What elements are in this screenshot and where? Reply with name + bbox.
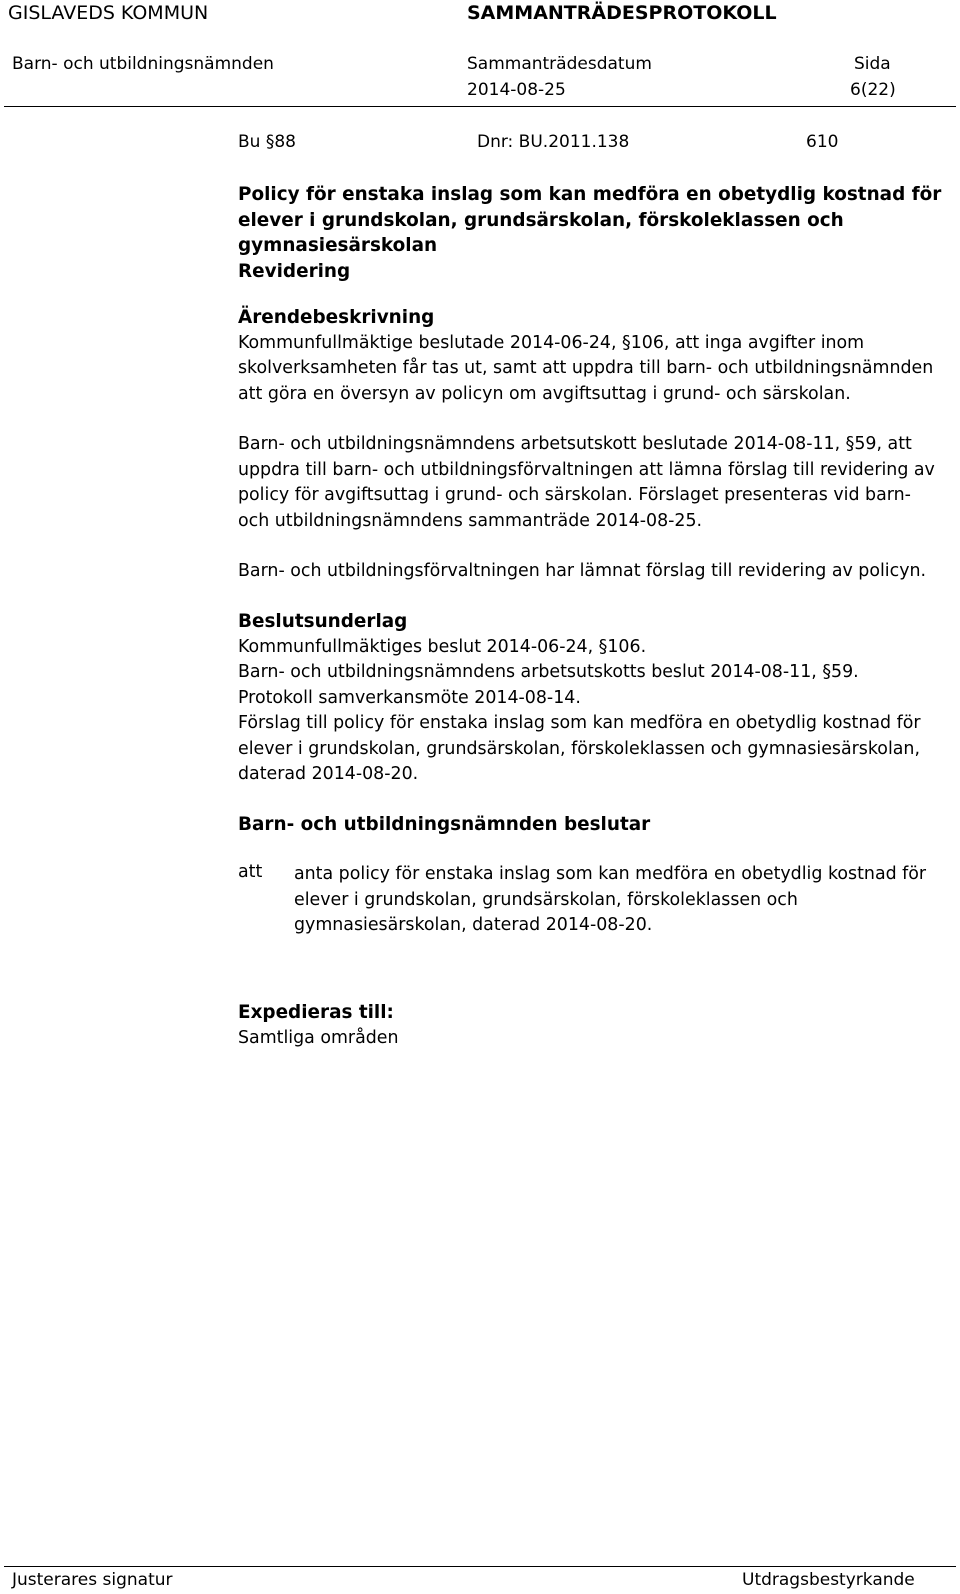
paragraph-line: gymnasiesärskolan, daterad 2014-08-20. [294, 915, 653, 935]
list-item: elever i grundskolan, grundsärskolan, förskoleklassen och gymnasiesärskolan, [238, 738, 920, 759]
beslutsunderlag-section [238, 609, 938, 788]
paragraph-line: elever i grundskolan, grundsärskolan, förskoleklassen och [294, 889, 798, 910]
paragraph-line: och utbildningsnämndens sammanträde 2014-08-25. [238, 510, 703, 531]
dnr-number: Dnr: BU.2011.138 [477, 132, 630, 152]
expedieras-section [238, 1000, 938, 1051]
list-item: Protokoll samverkansmöte 2014-08-14. [238, 687, 581, 708]
page-value: 6(22) [850, 80, 896, 100]
date-label: Sammanträdesdatum [467, 54, 652, 74]
list-item: Barn- och utbildningsnämndens arbetsutskotts beslut 2014-08-11, §59. [238, 662, 859, 682]
list-item: Förslag till policy för enstaka inslag som kan medföra en obetydlig kostnad för [238, 713, 921, 733]
paragraph-line: uppdra till barn- och utbildningsförvaltningen att lämna förslag till revidering av [238, 459, 935, 480]
decision-key: att [238, 862, 263, 882]
decision-text [294, 862, 926, 939]
footer-signature-label: Justerares signatur [12, 1570, 173, 1590]
case-code: 610 [806, 132, 839, 152]
beslut-heading-block [238, 812, 938, 838]
paragraph-line: att göra en översyn av policyn om avgiftsuttag i grund- och särskolan. [238, 383, 851, 404]
org-name: GISLAVEDS KOMMUN [8, 2, 209, 24]
paragraph-line: skolverksamheten får tas ut, samt att uppdra till barn- och utbildningsnämnden [238, 358, 934, 378]
committee-name: Barn- och utbildningsnämnden [12, 54, 274, 74]
section-heading: Ärendebeskrivning [238, 307, 435, 328]
paragraph-line: anta policy för enstaka inslag som kan medföra en obetydlig kostnad för [294, 864, 927, 884]
title-line: elever i grundskolan, grundsärskolan, förskoleklassen och [238, 209, 844, 231]
header-divider [4, 106, 956, 107]
case-title [238, 182, 942, 284]
doc-type: SAMMANTRÄDESPROTOKOLL [467, 2, 777, 24]
section-heading: Barn- och utbildningsnämnden beslutar [238, 814, 651, 835]
title-line: gymnasiesärskolan [238, 235, 438, 256]
paragraph-line: Barn- och utbildningsförvaltningen har lämnat förslag till revidering av policyn. [238, 561, 927, 581]
paragraph-line: Kommunfullmäktige beslutade 2014-06-24, §106, att inga avgifter inom [238, 332, 865, 353]
date-value: 2014-08-25 [467, 80, 566, 100]
list-item: daterad 2014-08-20. [238, 764, 419, 784]
list-item: Kommunfullmäktiges beslut 2014-06-24, §106. [238, 636, 647, 657]
paragraph-line: Barn- och utbildningsnämndens arbetsutskott beslutade 2014-08-11, §59, att [238, 434, 912, 454]
arendebeskrivning-paragraph-3 [238, 559, 938, 585]
recipient: Samtliga områden [238, 1027, 399, 1048]
footer-divider [4, 1566, 956, 1567]
arendebeskrivning-section [238, 305, 938, 407]
title-line: Policy för enstaka inslag som kan medföra en obetydlig kostnad för [238, 184, 942, 205]
arendebeskrivning-paragraph-2 [238, 432, 938, 534]
section-heading: Beslutsunderlag [238, 611, 408, 632]
footer-certification-label: Utdragsbestyrkande [742, 1570, 915, 1590]
paragraph-line: policy för avgiftsuttag i grund- och särskolan. Förslaget presenteras vid barn- [238, 485, 911, 505]
page-label: Sida [854, 54, 891, 74]
title-subheading: Revidering [238, 260, 351, 282]
section-number: Bu §88 [238, 132, 296, 152]
section-heading: Expedieras till: [238, 1002, 394, 1023]
